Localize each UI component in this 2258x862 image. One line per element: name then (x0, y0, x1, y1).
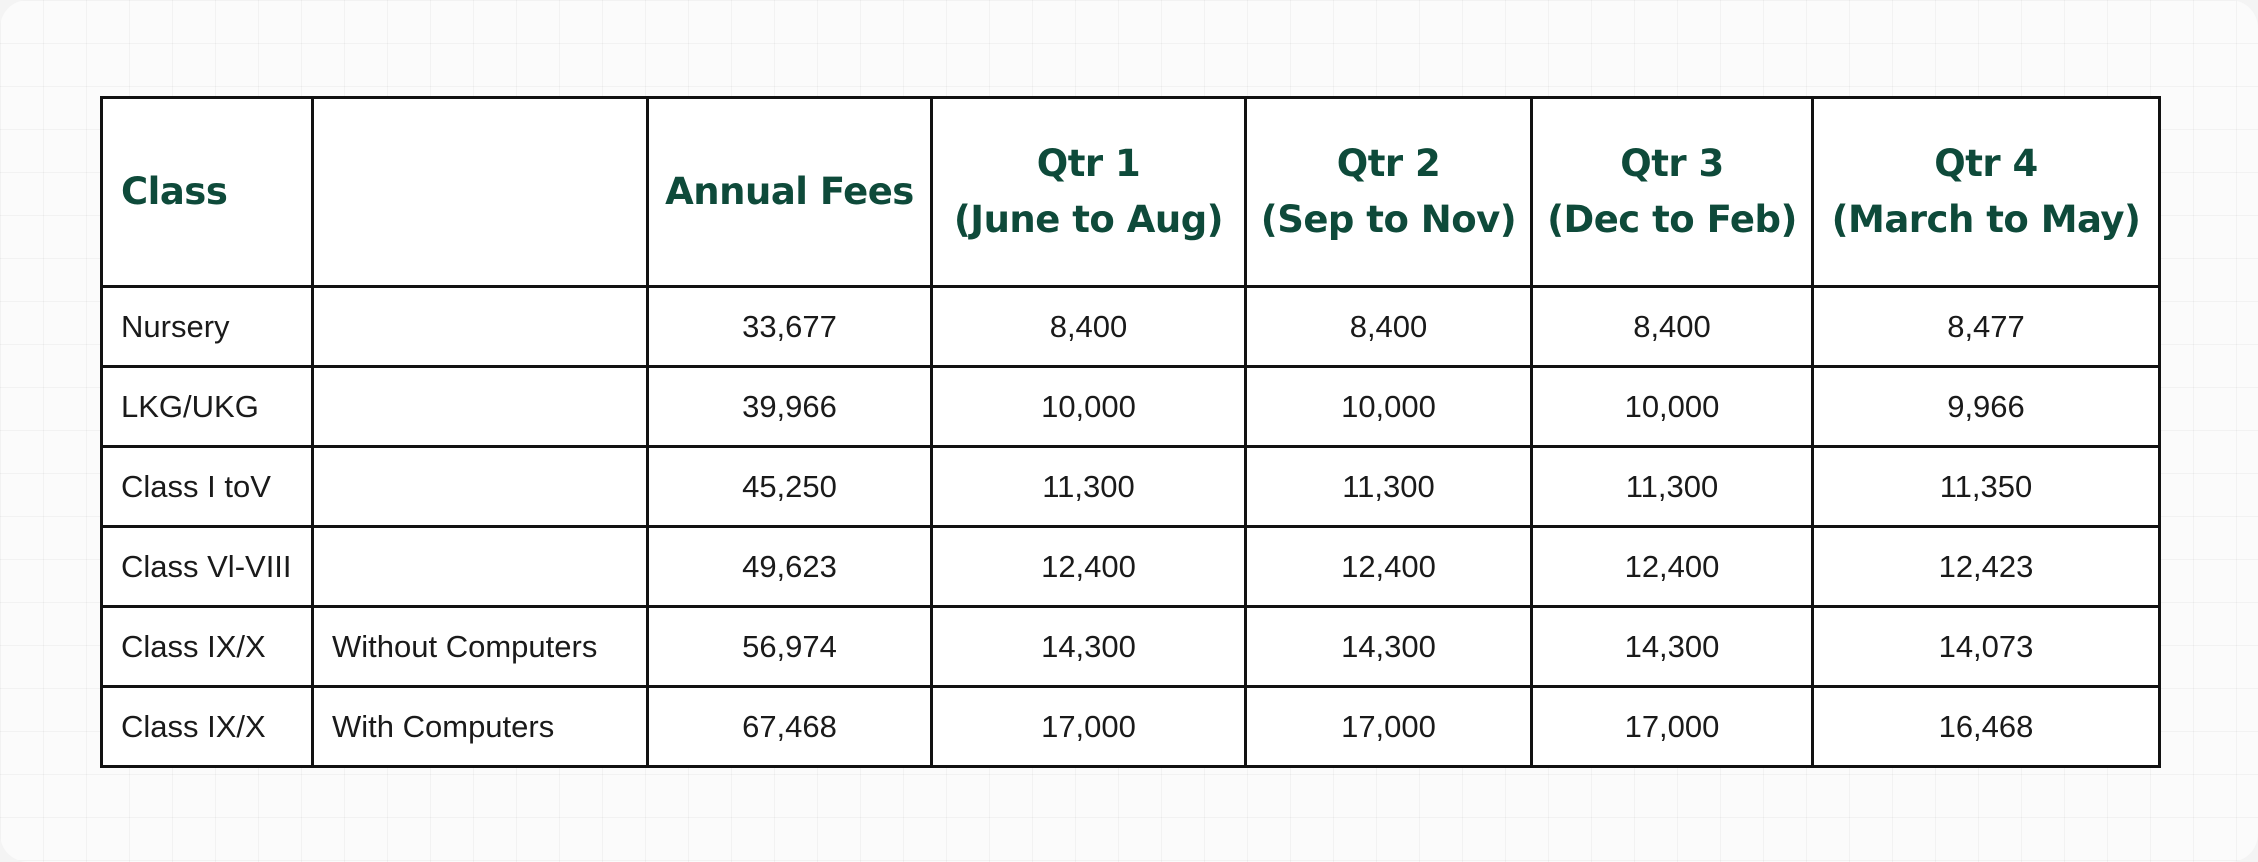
table-row (102, 687, 2160, 767)
cell-qtr-3: 12,400 (1532, 527, 1813, 607)
cell-qtr-2: 12,400 (1246, 527, 1532, 607)
header-qtr-2-months: (Sep to Nov) (1260, 198, 1517, 241)
header-qtr-1-months: (June to Aug) (953, 198, 1224, 241)
cell-qtr-1: 8,400 (932, 287, 1246, 367)
cell-qtr-4: 12,423 (1813, 527, 2160, 607)
cell-qtr-4: 8,477 (1813, 287, 2160, 367)
cell-qtr-3: 10,000 (1532, 367, 1813, 447)
cell-class: Class Vl-VIII (102, 527, 313, 607)
cell-annual-fees: 33,677 (648, 287, 932, 367)
cell-variant (313, 287, 648, 367)
cell-variant (313, 447, 648, 527)
cell-annual-fees: 45,250 (648, 447, 932, 527)
cell-qtr-1: 10,000 (932, 367, 1246, 447)
cell-qtr-1: 12,400 (932, 527, 1246, 607)
cell-annual-fees: 67,468 (648, 687, 932, 767)
cell-annual-fees: 39,966 (648, 367, 932, 447)
cell-annual-fees: 49,623 (648, 527, 932, 607)
table-row (102, 367, 2160, 447)
header-row (102, 98, 2160, 287)
header-qtr-1 (932, 98, 1246, 287)
fee-table (100, 96, 2161, 768)
cell-qtr-2: 17,000 (1246, 687, 1532, 767)
cell-variant: With Computers (313, 687, 648, 767)
table-row (102, 607, 2160, 687)
cell-qtr-4: 14,073 (1813, 607, 2160, 687)
cell-qtr-4: 16,468 (1813, 687, 2160, 767)
cell-variant (313, 367, 648, 447)
cell-qtr-2: 8,400 (1246, 287, 1532, 367)
cell-annual-fees: 56,974 (648, 607, 932, 687)
cell-qtr-1: 17,000 (932, 687, 1246, 767)
cell-qtr-4: 11,350 (1813, 447, 2160, 527)
cell-qtr-1: 11,300 (932, 447, 1246, 527)
fee-table-header (102, 98, 2160, 287)
header-class: Class (102, 98, 313, 287)
cell-qtr-3: 8,400 (1532, 287, 1813, 367)
header-qtr-4-label: Qtr 4 (1934, 142, 2038, 185)
header-qtr-4 (1813, 98, 2160, 287)
cell-qtr-3: 14,300 (1532, 607, 1813, 687)
cell-qtr-1: 14,300 (932, 607, 1246, 687)
header-qtr-1-label: Qtr 1 (1036, 142, 1141, 185)
fee-table-body (102, 287, 2160, 767)
cell-class: Class IX/X (102, 607, 313, 687)
table-row (102, 287, 2160, 367)
table-row (102, 447, 2160, 527)
cell-class: LKG/UKG (102, 367, 313, 447)
cell-qtr-4: 9,966 (1813, 367, 2160, 447)
cell-class: Class IX/X (102, 687, 313, 767)
header-annual-fees: Annual Fees (648, 98, 932, 287)
cell-class: Class I toV (102, 447, 313, 527)
header-qtr-3-months: (Dec to Feb) (1547, 198, 1797, 241)
table-row (102, 527, 2160, 607)
cell-qtr-3: 11,300 (1532, 447, 1813, 527)
cell-class: Nursery (102, 287, 313, 367)
cell-qtr-2: 11,300 (1246, 447, 1532, 527)
header-qtr-4-months: (March to May) (1831, 198, 2141, 241)
cell-qtr-3: 17,000 (1532, 687, 1813, 767)
header-variant (313, 98, 648, 287)
header-qtr-2-label: Qtr 2 (1336, 142, 1441, 185)
cell-qtr-2: 14,300 (1246, 607, 1532, 687)
header-qtr-2 (1246, 98, 1532, 287)
header-qtr-3-label: Qtr 3 (1620, 142, 1724, 185)
cell-qtr-2: 10,000 (1246, 367, 1532, 447)
cell-variant: Without Computers (313, 607, 648, 687)
cell-variant (313, 527, 648, 607)
header-qtr-3 (1532, 98, 1813, 287)
